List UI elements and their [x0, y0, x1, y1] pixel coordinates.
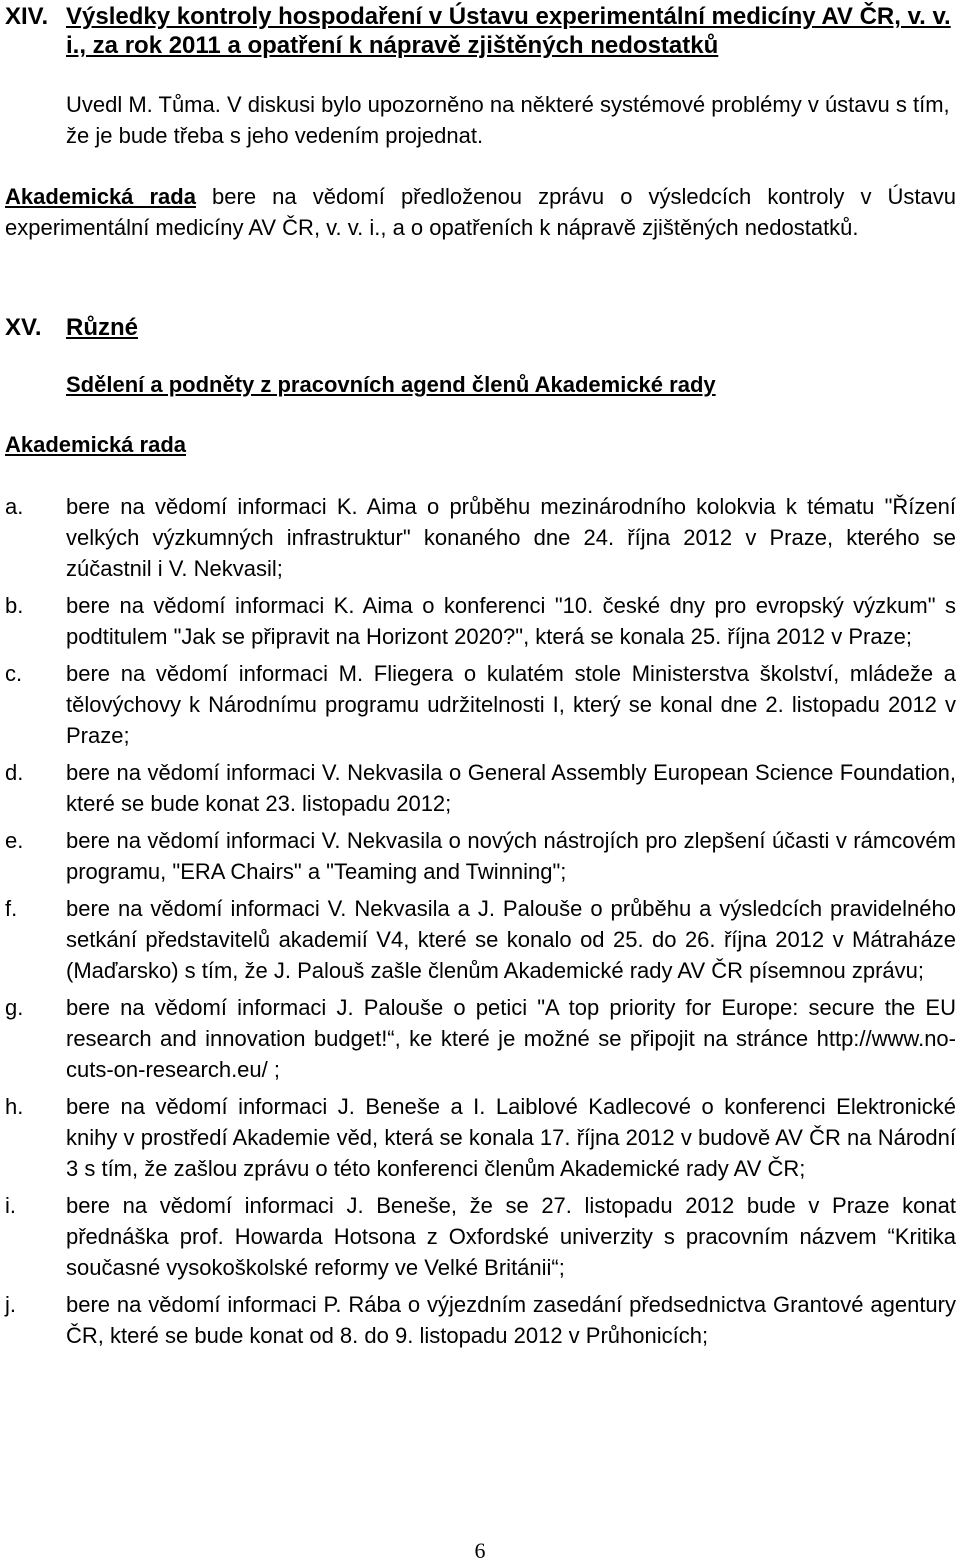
- item-label: d.: [5, 760, 24, 785]
- item-label: i.: [5, 1193, 16, 1218]
- item-text: bere na vědomí informaci P. Rába o výjezdním zasedání předsednictva Grantové agentury ČR, které se bude konat od 8. do 9. listopadu 2012 v Průhonicích;: [66, 1292, 956, 1348]
- item-text: bere na vědomí informaci V. Nekvasila o nových nástrojích pro zlepšení účasti v rámcovém programu, "ERA Chairs" a "Teaming and Twinning";: [66, 828, 956, 884]
- section-xiv-number: XIV.: [5, 3, 49, 30]
- item-text: bere na vědomí informaci K. Aima o konferenci "10. české dny pro evropský výzkum" s podtitulem "Jak se připravit na Horizont 2020?", která se konala 25. října 2012 v Praze;: [66, 593, 956, 649]
- item-label: b.: [5, 593, 24, 618]
- list-item: [5, 825, 956, 887]
- board-label: Akademická rada: [5, 432, 186, 457]
- list-item: [5, 893, 956, 986]
- resolution-subject: Akademická rada: [5, 184, 196, 209]
- list-item: [5, 1190, 956, 1283]
- page-number: 6: [474, 1538, 486, 1563]
- item-label: c.: [5, 661, 23, 686]
- list-item: [5, 1091, 956, 1184]
- list-item: [5, 590, 956, 652]
- item-text: bere na vědomí informaci J. Beneše a I. Laiblové Kadlecové o konferenci Elektronické knihy v prostředí Akademie věd, která se konala 17. října 2012 v budově AV ČR na Národní 3 s tím, že zašlou zprávu o této konferenci členům Akademické rady AV ČR;: [66, 1094, 956, 1181]
- list-item: [5, 757, 956, 819]
- intro-paragraph: Uvedl M. Tůma. V diskusi bylo upozorněno na některé systémové problémy v ústavu s tím, že je bude třeba s jeho vedením projednat.: [66, 92, 950, 148]
- item-text: bere na vědomí informaci K. Aima o průběhu mezinárodního kolokvia k tématu "Řízení velkých výzkumných infrastruktur" konaného dne 24. října 2012 v Praze, kterého se zúčastnil i V. Nekvasil;: [66, 494, 956, 581]
- resolution-items-list: [5, 491, 956, 1357]
- list-item: [5, 992, 956, 1085]
- item-label: a.: [5, 494, 24, 519]
- section-xv-title: Různé: [66, 314, 138, 341]
- list-item: [5, 1289, 956, 1351]
- item-text: bere na vědomí informaci V. Nekvasila a J. Palouše o průběhu a výsledcích pravidelného setkání představitelů akademií V4, které se konalo od 25. do 26. října 2012 v Mátraháze (Maďarsko) s tím, že J. Palouš zašle členům Akademické rady AV ČR písemnou zprávu;: [66, 896, 956, 983]
- resolution-text: bere na vědomí předloženou zprávu o výsledcích kontroly v Ústavu experimentální medicíny AV ČR, v. v. i., a o opatřeních k nápravě zjištěných nedostatků.: [5, 184, 956, 240]
- item-label: h.: [5, 1094, 24, 1119]
- section-xv-heading: [5, 312, 138, 343]
- section-xiv-heading: [5, 2, 956, 60]
- item-text: bere na vědomí informaci J. Palouše o petici "A top priority for Europe: secure the EU research and innovation budget!“, ke které je možné se připojit na stránce http://www.no-cuts-on-research.eu/ ;: [66, 995, 956, 1082]
- section-xiv-title: Výsledky kontroly hospodaření v Ústavu experimentální medicíny AV ČR, v. v. i., za rok 2011 a opatření k nápravě zjištěných nedostatků: [66, 3, 951, 59]
- item-label: j.: [5, 1292, 16, 1317]
- agenda-subheading: Sdělení a podněty z pracovních agend členů Akademické rady: [66, 372, 716, 397]
- list-item: [5, 491, 956, 584]
- item-text: bere na vědomí informaci V. Nekvasila o General Assembly European Science Foundation, které se bude konat 23. listopadu 2012;: [66, 760, 956, 816]
- item-text: bere na vědomí informaci J. Beneše, že se 27. listopadu 2012 bude v Praze konat přednáška prof. Howarda Hotsona z Oxfordské univerzity s pracovním názvem “Kritika současné vysokoškolské reformy ve Velké Británii“;: [66, 1193, 956, 1280]
- item-label: f.: [5, 896, 18, 921]
- item-label: g.: [5, 995, 24, 1020]
- list-item: [5, 658, 956, 751]
- item-label: e.: [5, 828, 24, 853]
- item-text: bere na vědomí informaci M. Fliegera o kulatém stole Ministerstva školství, mládeže a tělovýchovy k Národnímu programu udržitelnosti I, který se konal dne 2. listopadu 2012 v Praze;: [66, 661, 956, 748]
- section-xv-number: XV.: [5, 314, 42, 341]
- resolution-paragraph: [5, 181, 956, 243]
